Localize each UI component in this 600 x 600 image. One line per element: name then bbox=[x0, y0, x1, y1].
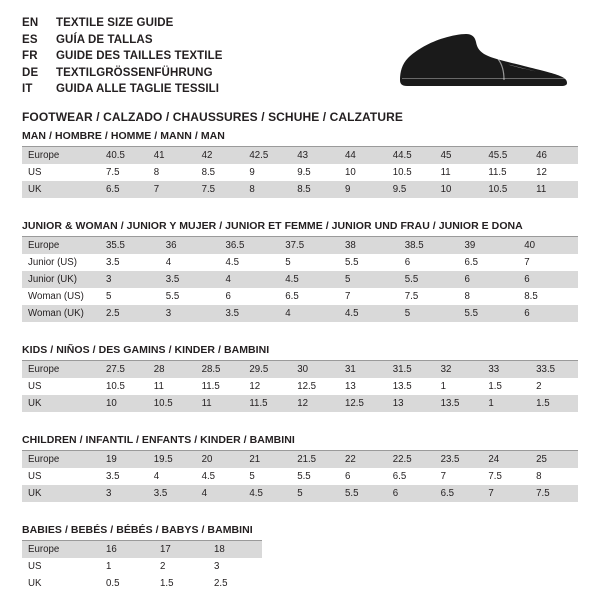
cell: 6 bbox=[387, 485, 435, 502]
cell: 6 bbox=[339, 468, 387, 485]
cell: 44 bbox=[339, 147, 387, 165]
cell: 4.5 bbox=[339, 305, 399, 322]
table-row bbox=[22, 254, 578, 271]
size-table-group-junior-woman bbox=[22, 220, 578, 322]
cell: 6 bbox=[220, 288, 280, 305]
cell: 28.5 bbox=[196, 361, 244, 379]
cell: 4.5 bbox=[243, 485, 291, 502]
cell: 20 bbox=[196, 451, 244, 469]
page-title: FOOTWEAR / CALZADO / CHAUSSURES / SCHUHE / CALZATURE bbox=[22, 109, 403, 124]
cell: 2.5 bbox=[100, 305, 160, 322]
table-row bbox=[22, 485, 578, 502]
cell: 9 bbox=[243, 164, 291, 181]
cell: 1 bbox=[100, 558, 154, 575]
cell: 12 bbox=[291, 395, 339, 412]
cell: 5.5 bbox=[291, 468, 339, 485]
table-row bbox=[22, 147, 578, 165]
cell: 6 bbox=[518, 271, 578, 288]
cell: 31 bbox=[339, 361, 387, 379]
cell: 5.5 bbox=[339, 485, 387, 502]
cell: 1.5 bbox=[482, 378, 530, 395]
table-row bbox=[22, 271, 578, 288]
size-table bbox=[22, 360, 578, 412]
cell: 10 bbox=[339, 164, 387, 181]
cell: 11 bbox=[148, 378, 196, 395]
row-label: US bbox=[22, 468, 100, 485]
cell: 45.5 bbox=[482, 147, 530, 165]
cell: 33.5 bbox=[530, 361, 578, 379]
cell: 45 bbox=[435, 147, 483, 165]
table-row bbox=[22, 378, 578, 395]
cell: 11 bbox=[196, 395, 244, 412]
language-code: DE bbox=[22, 66, 39, 79]
cell: 46 bbox=[530, 147, 578, 165]
cell: 8 bbox=[530, 468, 578, 485]
cell: 18 bbox=[208, 541, 262, 559]
cell: 21.5 bbox=[291, 451, 339, 469]
cell: 3.5 bbox=[220, 305, 280, 322]
cell: 2 bbox=[530, 378, 578, 395]
table-row bbox=[22, 288, 578, 305]
cell: 11 bbox=[435, 164, 483, 181]
cell: 39 bbox=[459, 237, 519, 255]
cell: 41 bbox=[148, 147, 196, 165]
cell: 7 bbox=[339, 288, 399, 305]
cell: 6 bbox=[459, 271, 519, 288]
cell: 4.5 bbox=[196, 468, 244, 485]
language-title: GUIDA ALLE TAGLIE TESSILI bbox=[56, 83, 220, 95]
row-label: Europe bbox=[22, 541, 100, 559]
language-row bbox=[22, 33, 352, 49]
cell: 12.5 bbox=[339, 395, 387, 412]
cell: 3.5 bbox=[148, 485, 196, 502]
cell: 11.5 bbox=[482, 164, 530, 181]
cell: 10.5 bbox=[148, 395, 196, 412]
cell: 12 bbox=[243, 378, 291, 395]
cell: 36.5 bbox=[220, 237, 280, 255]
cell: 3 bbox=[100, 485, 148, 502]
row-label: UK bbox=[22, 575, 100, 592]
cell: 4 bbox=[220, 271, 280, 288]
cell: 8.5 bbox=[518, 288, 578, 305]
size-table-group-man bbox=[22, 130, 578, 198]
table-row bbox=[22, 305, 578, 322]
cell: 40.5 bbox=[100, 147, 148, 165]
cell: 44.5 bbox=[387, 147, 435, 165]
row-label: UK bbox=[22, 485, 100, 502]
table-row bbox=[22, 451, 578, 469]
cell: 5.5 bbox=[339, 254, 399, 271]
cell: 6.5 bbox=[100, 181, 148, 198]
cell: 13 bbox=[387, 395, 435, 412]
row-label: Europe bbox=[22, 237, 100, 255]
cell: 42 bbox=[196, 147, 244, 165]
language-title: TEXTILE SIZE GUIDE bbox=[56, 17, 174, 29]
cell: 2 bbox=[154, 558, 208, 575]
cell: 1 bbox=[482, 395, 530, 412]
language-code: ES bbox=[22, 33, 38, 46]
table-title: JUNIOR & WOMAN / JUNIOR Y MUJER / JUNIOR ET FEMME / JUNIOR UND FRAU / JUNIOR E DONA bbox=[22, 220, 523, 232]
cell: 7.5 bbox=[482, 468, 530, 485]
table-row bbox=[22, 361, 578, 379]
table-row bbox=[22, 468, 578, 485]
cell: 5 bbox=[100, 288, 160, 305]
cell: 8.5 bbox=[291, 181, 339, 198]
cell: 10 bbox=[435, 181, 483, 198]
size-table bbox=[22, 146, 578, 198]
cell: 5.5 bbox=[459, 305, 519, 322]
table-row bbox=[22, 181, 578, 198]
size-table-group-babies bbox=[22, 524, 578, 592]
row-label: Europe bbox=[22, 451, 100, 469]
row-label: UK bbox=[22, 395, 100, 412]
cell: 9 bbox=[339, 181, 387, 198]
cell: 3 bbox=[208, 558, 262, 575]
table-row bbox=[22, 575, 262, 592]
cell: 1.5 bbox=[530, 395, 578, 412]
cell: 19 bbox=[100, 451, 148, 469]
cell: 6.5 bbox=[435, 485, 483, 502]
row-label: US bbox=[22, 378, 100, 395]
row-label: Europe bbox=[22, 361, 100, 379]
cell: 7.5 bbox=[196, 181, 244, 198]
cell: 5 bbox=[279, 254, 339, 271]
table-title: MAN / HOMBRE / HOMME / MANN / MAN bbox=[22, 130, 225, 142]
cell: 4 bbox=[279, 305, 339, 322]
cell: 12 bbox=[530, 164, 578, 181]
size-table-group-kids bbox=[22, 344, 578, 412]
row-label: Junior (US) bbox=[22, 254, 100, 271]
size-table-group-children bbox=[22, 434, 578, 502]
cell: 5 bbox=[339, 271, 399, 288]
row-label: US bbox=[22, 164, 100, 181]
language-title: TEXTILGRÖSSENFÜHRUNG bbox=[56, 66, 213, 79]
cell: 13 bbox=[339, 378, 387, 395]
header bbox=[22, 16, 578, 124]
cell: 11 bbox=[530, 181, 578, 198]
cell: 6 bbox=[399, 254, 459, 271]
cell: 1.5 bbox=[154, 575, 208, 592]
cell: 23.5 bbox=[435, 451, 483, 469]
language-title: GUÍA DE TALLAS bbox=[56, 33, 153, 46]
cell: 10 bbox=[100, 395, 148, 412]
cell: 6.5 bbox=[387, 468, 435, 485]
cell: 8 bbox=[459, 288, 519, 305]
row-label: Woman (US) bbox=[22, 288, 100, 305]
cell: 35.5 bbox=[100, 237, 160, 255]
cell: 8.5 bbox=[196, 164, 244, 181]
cell: 36 bbox=[160, 237, 220, 255]
cell: 8 bbox=[243, 181, 291, 198]
cell: 13.5 bbox=[435, 395, 483, 412]
cell: 0.5 bbox=[100, 575, 154, 592]
cell: 12.5 bbox=[291, 378, 339, 395]
table-row bbox=[22, 395, 578, 412]
cell: 33 bbox=[482, 361, 530, 379]
cell: 31.5 bbox=[387, 361, 435, 379]
cell: 4.5 bbox=[279, 271, 339, 288]
cell: 3.5 bbox=[100, 468, 148, 485]
cell: 5 bbox=[291, 485, 339, 502]
cell: 38 bbox=[339, 237, 399, 255]
cell: 5.5 bbox=[399, 271, 459, 288]
language-row bbox=[22, 49, 352, 65]
dress-shoe-icon bbox=[390, 28, 570, 92]
cell: 10.5 bbox=[482, 181, 530, 198]
cell: 3 bbox=[160, 305, 220, 322]
cell: 4 bbox=[160, 254, 220, 271]
table-title: KIDS / NIÑOS / DES GAMINS / KINDER / BAMBINI bbox=[22, 344, 270, 356]
cell: 40 bbox=[518, 237, 578, 255]
cell: 8 bbox=[148, 164, 196, 181]
cell: 6.5 bbox=[459, 254, 519, 271]
cell: 37.5 bbox=[279, 237, 339, 255]
language-code: IT bbox=[22, 83, 33, 95]
size-table bbox=[22, 540, 262, 592]
cell: 24 bbox=[482, 451, 530, 469]
cell: 2.5 bbox=[208, 575, 262, 592]
cell: 1 bbox=[435, 378, 483, 395]
language-code: FR bbox=[22, 50, 38, 62]
cell: 17 bbox=[154, 541, 208, 559]
cell: 27.5 bbox=[100, 361, 148, 379]
cell: 22 bbox=[339, 451, 387, 469]
language-row bbox=[22, 66, 352, 82]
table-row bbox=[22, 164, 578, 181]
cell: 9.5 bbox=[291, 164, 339, 181]
row-label: UK bbox=[22, 181, 100, 198]
cell: 19.5 bbox=[148, 451, 196, 469]
language-code: EN bbox=[22, 17, 39, 29]
cell: 6 bbox=[518, 305, 578, 322]
language-list bbox=[22, 16, 352, 98]
cell: 42.5 bbox=[243, 147, 291, 165]
cell: 25 bbox=[530, 451, 578, 469]
language-row bbox=[22, 82, 352, 98]
table-row bbox=[22, 237, 578, 255]
cell: 29.5 bbox=[243, 361, 291, 379]
size-table bbox=[22, 450, 578, 502]
cell: 38.5 bbox=[399, 237, 459, 255]
row-label: US bbox=[22, 558, 100, 575]
cell: 11.5 bbox=[196, 378, 244, 395]
cell: 30 bbox=[291, 361, 339, 379]
cell: 22.5 bbox=[387, 451, 435, 469]
cell: 3.5 bbox=[100, 254, 160, 271]
cell: 4.5 bbox=[220, 254, 280, 271]
cell: 28 bbox=[148, 361, 196, 379]
cell: 7 bbox=[148, 181, 196, 198]
cell: 43 bbox=[291, 147, 339, 165]
cell: 9.5 bbox=[387, 181, 435, 198]
cell: 11.5 bbox=[243, 395, 291, 412]
cell: 16 bbox=[100, 541, 154, 559]
cell: 4 bbox=[148, 468, 196, 485]
row-label: Europe bbox=[22, 147, 100, 165]
cell: 5.5 bbox=[160, 288, 220, 305]
table-row bbox=[22, 541, 262, 559]
cell: 3.5 bbox=[160, 271, 220, 288]
row-label: Junior (UK) bbox=[22, 271, 100, 288]
table-row bbox=[22, 558, 262, 575]
cell: 7.5 bbox=[100, 164, 148, 181]
cell: 7 bbox=[518, 254, 578, 271]
cell: 5 bbox=[399, 305, 459, 322]
cell: 21 bbox=[243, 451, 291, 469]
size-table bbox=[22, 236, 578, 322]
cell: 7 bbox=[482, 485, 530, 502]
cell: 7.5 bbox=[530, 485, 578, 502]
table-title: BABIES / BEBÉS / BÉBÉS / BABYS / BAMBINI bbox=[22, 524, 253, 536]
cell: 10.5 bbox=[387, 164, 435, 181]
table-title: CHILDREN / INFANTIL / ENFANTS / KINDER / BAMBINI bbox=[22, 434, 295, 446]
cell: 4 bbox=[196, 485, 244, 502]
cell: 13.5 bbox=[387, 378, 435, 395]
cell: 7 bbox=[435, 468, 483, 485]
cell: 32 bbox=[435, 361, 483, 379]
cell: 5 bbox=[243, 468, 291, 485]
cell: 10.5 bbox=[100, 378, 148, 395]
language-row bbox=[22, 16, 352, 32]
cell: 3 bbox=[100, 271, 160, 288]
cell: 7.5 bbox=[399, 288, 459, 305]
cell: 6.5 bbox=[279, 288, 339, 305]
row-label: Woman (UK) bbox=[22, 305, 100, 322]
language-title: GUIDE DES TAILLES TEXTILE bbox=[56, 50, 223, 62]
